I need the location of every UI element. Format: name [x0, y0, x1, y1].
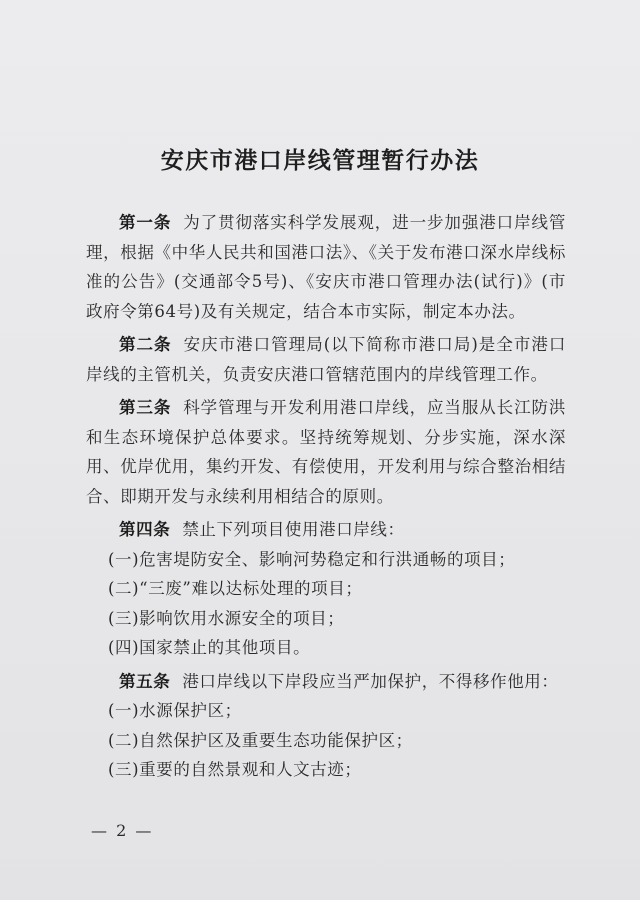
article-text: 禁止下列项目使用港口岸线： — [182, 520, 405, 539]
article-text: 科学管理与开发利用港口岸线，应当服从长江防洪和生态环境保护总体要求。坚持统筹规划、分步实施，深水深用、优岸优用，集约开发、有偿使用，开发利用与综合整治相结合、即期开发与永续利用相结合的原则。 — [86, 398, 566, 506]
list-item: (二)“三废”难以达标处理的项目； — [108, 579, 363, 598]
article-2 — [86, 330, 566, 389]
page-number: — 2 — — [91, 821, 154, 840]
article-heading: 第五条 — [119, 671, 171, 691]
list-item: (四)国家禁止的其他项目。 — [108, 638, 311, 657]
article-text: 安庆市港口管理局(以下简称市港口局)是全市港口岸线的主管机关，负责安庆港口管辖范围内的岸线管理工作。 — [86, 335, 566, 384]
article-4 — [86, 515, 566, 545]
list-item: (二)自然保护区及重要生态功能保护区； — [108, 730, 413, 750]
article-text: 为了贯彻落实科学发展观，进一步加强港口岸线管理，根据《中华人民共和国港口法》、《关于发布港口深水岸线标准的公告》(交通部令5号)、《安庆市港口管理办法(试行)》(市政府令第64号)及有关规定，结合本市实际，制定本办法。 — [86, 213, 566, 321]
article-heading: 第三条 — [119, 398, 172, 417]
list-item: (三)影响饮用水源安全的项目； — [108, 608, 345, 628]
list-item: (一)危害堤防安全、影响河势稳定和行洪通畅的项目； — [108, 549, 516, 569]
list-item: (三)重要的自然景观和人文古迹； — [108, 760, 362, 779]
article-5 — [86, 667, 566, 697]
article-text: 港口岸线以下岸段应当严加保护，不得移作他用： — [182, 671, 559, 691]
article-heading: 第一条 — [119, 213, 172, 232]
article-heading: 第二条 — [119, 335, 172, 354]
document-body — [86, 208, 566, 785]
list-item: (一)水源保护区； — [108, 701, 242, 720]
article-3 — [86, 393, 566, 511]
document-title: 安庆市港口岸线管理暂行办法 — [160, 147, 480, 174]
article-heading: 第四条 — [119, 520, 171, 539]
article-1 — [86, 208, 566, 326]
